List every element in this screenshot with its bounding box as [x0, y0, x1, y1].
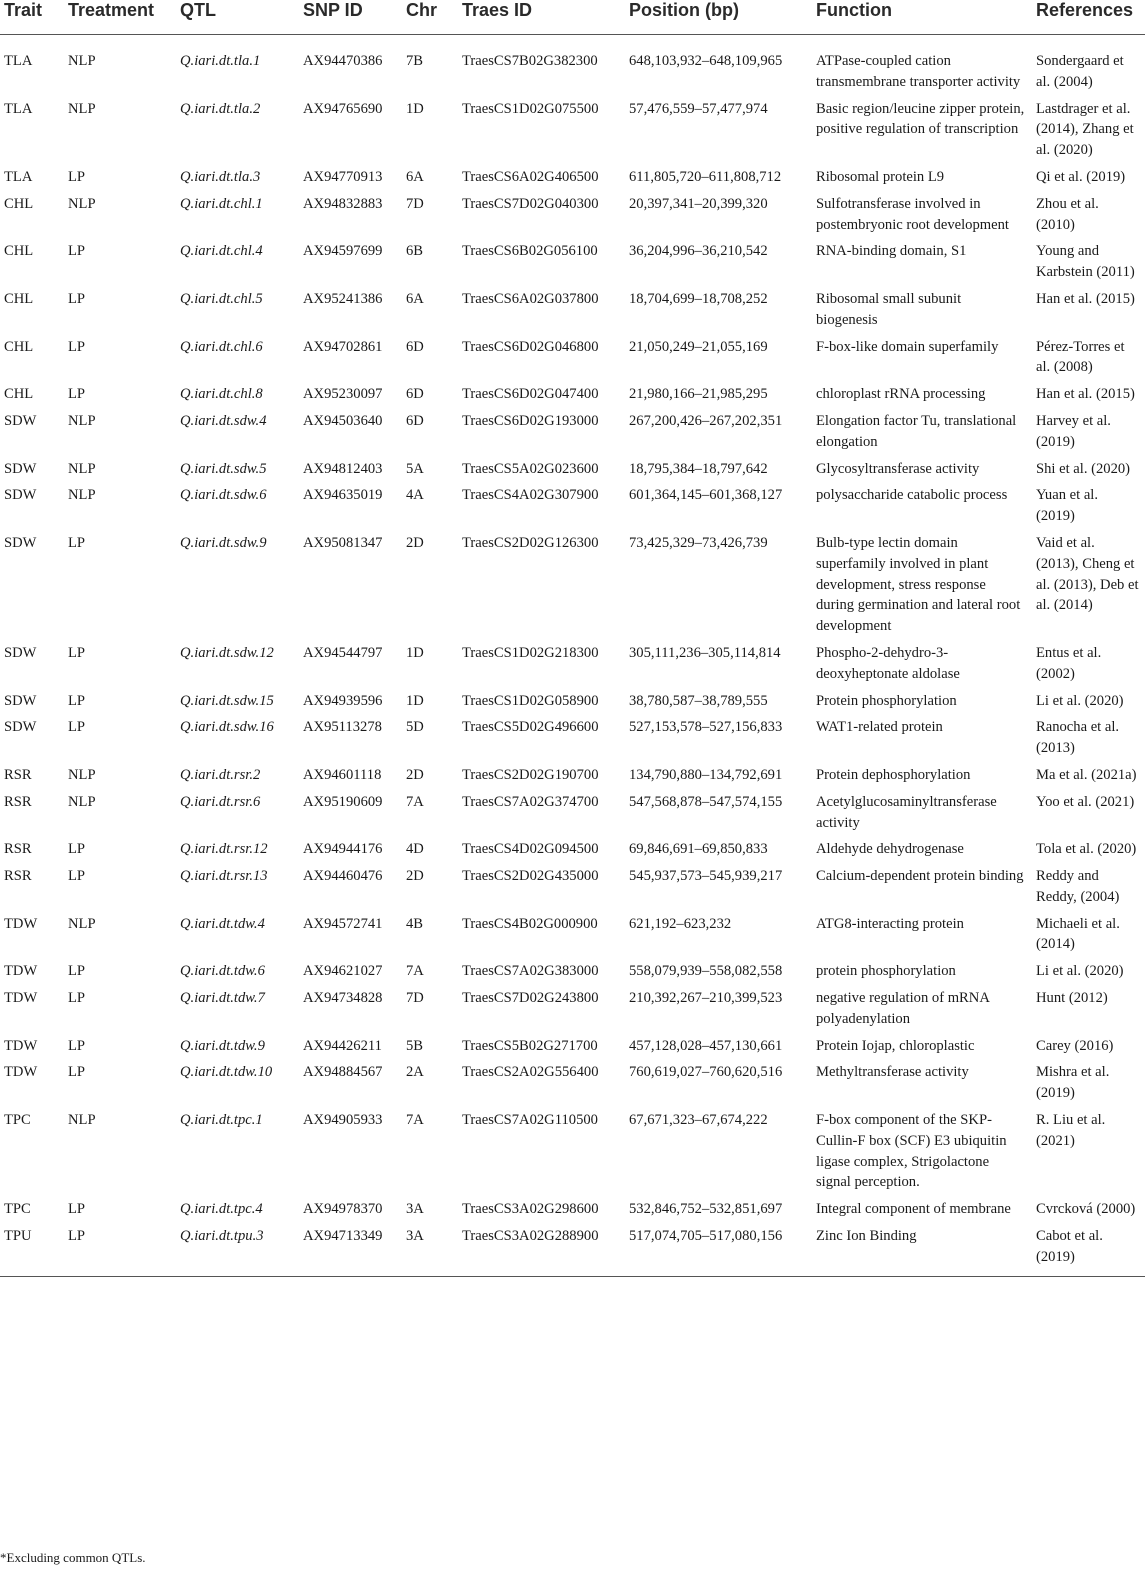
cell-function: Zinc Ion Binding [812, 1223, 1032, 1276]
cell-qtl: Q.iari.dt.chl.8 [180, 386, 263, 403]
cell-reference: Entus et al. (2002) [1036, 644, 1102, 682]
cell-traes-id: TraesCS5A02G023600 [462, 460, 599, 477]
header-row [0, 0, 1145, 35]
cell-chr: 2D [406, 766, 424, 783]
cell-trait: SDW [4, 644, 37, 661]
cell-chr: 3A [402, 1223, 458, 1276]
cell-reference: Harvey et al. (2019) [1036, 412, 1111, 450]
cell-trait: SDW [4, 460, 37, 477]
cell-function: chloroplast rRNA processing [816, 386, 986, 403]
cell-snp-id: AX94939596 [303, 692, 383, 709]
cell-position: 545,937,573–545,939,217 [629, 868, 783, 885]
cell-treatment: NLP [68, 53, 96, 69]
cell-chr: 7A [406, 793, 424, 810]
cell-chr: 7B [406, 53, 424, 69]
cell-position: 532,846,752–532,851,697 [629, 1201, 783, 1218]
cell-qtl: Q.iari.dt.rsr.13 [180, 868, 268, 885]
cell-snp-id: AX94832883 [303, 195, 383, 212]
cell-reference: Pérez-Torres et al. (2008) [1036, 338, 1125, 376]
table-row [0, 334, 1145, 382]
cell-chr: 7A [406, 963, 424, 980]
cell-trait: TLA [4, 53, 33, 69]
cell-traes-id: TraesCS1D02G075500 [462, 100, 599, 117]
cell-snp-id: AX94601118 [303, 766, 382, 783]
cell-snp-id: AX94597699 [303, 243, 383, 260]
cell-position: 18,795,384–18,797,642 [629, 460, 768, 477]
cell-function: negative regulation of mRNA polyadenylation [816, 990, 990, 1027]
table-row [0, 958, 1145, 985]
cell-chr: 1D [406, 692, 424, 709]
cell-position: 134,790,880–134,792,691 [629, 766, 783, 783]
cell-snp-id: AX94713349 [299, 1223, 402, 1276]
cell-reference: Mishra et al. (2019) [1036, 1064, 1110, 1102]
cell-position: 547,568,878–547,574,155 [629, 793, 783, 810]
cell-qtl: Q.iari.dt.tdw.9 [180, 1037, 265, 1054]
cell-trait: TDW [4, 1037, 38, 1054]
cell-function: ATPase-coupled cation transmembrane transporter activity [816, 53, 1021, 90]
cell-position: 36,204,996–36,210,542 [629, 243, 768, 260]
cell-snp-id: AX94905933 [303, 1112, 383, 1129]
cell-position: 648,103,932–648,109,965 [629, 53, 783, 69]
cell-function: Protein phosphorylation [816, 692, 957, 709]
cell-chr: 4B [406, 915, 424, 932]
cell-reference: Qi et al. (2019) [1036, 168, 1126, 185]
cell-reference: Sondergaard et al. (2004) [1036, 53, 1124, 90]
cell-reference: Han et al. (2015) [1036, 290, 1135, 307]
table-footnote: *Excluding common QTLs. [0, 1550, 146, 1565]
table-row [0, 714, 1145, 762]
cell-position: 21,980,166–21,985,295 [629, 386, 768, 403]
cell-traes-id: TraesCS3A02G298600 [462, 1201, 599, 1218]
cell-trait: RSR [4, 841, 32, 858]
cell-position: 601,364,145–601,368,127 [629, 487, 783, 504]
table-row [0, 1223, 1145, 1276]
cell-qtl: Q.iari.dt.tla.1 [180, 53, 261, 69]
cell-qtl: Q.iari.dt.tpu.3 [176, 1223, 299, 1276]
cell-function: WAT1-related protein [816, 719, 943, 736]
cell-position: 20,397,341–20,399,320 [629, 195, 768, 212]
cell-snp-id: AX94460476 [303, 868, 383, 885]
cell-qtl: Q.iari.dt.tdw.6 [180, 963, 265, 980]
table-row [0, 985, 1145, 1033]
cell-qtl: Q.iari.dt.tdw.4 [180, 915, 265, 932]
cell-treatment: LP [68, 290, 86, 307]
cell-treatment: NLP [68, 915, 96, 932]
header-treatment: Treatment [64, 0, 176, 35]
cell-reference: Ranocha et al. (2013) [1036, 719, 1120, 757]
cell-snp-id: AX95241386 [303, 290, 383, 307]
cell-chr: 5B [406, 1037, 424, 1054]
cell-reference: Ma et al. (2021a) [1036, 766, 1137, 783]
header-function: Function [812, 0, 1032, 35]
cell-position: 267,200,426–267,202,351 [629, 412, 783, 429]
cell-trait: SDW [4, 412, 37, 429]
cell-reference: Li et al. (2020) [1036, 692, 1124, 709]
cell-function: Basic region/leucine zipper protein, positive regulation of transcription [816, 100, 1025, 138]
cell-traes-id: TraesCS6B02G056100 [462, 243, 598, 260]
table-row [0, 164, 1145, 191]
cell-reference: Yoo et al. (2021) [1036, 793, 1135, 810]
cell-snp-id: AX94884567 [303, 1064, 383, 1081]
cell-qtl: Q.iari.dt.rsr.6 [180, 793, 261, 810]
cell-function: Glycosyltransferase activity [816, 460, 980, 477]
table-body [0, 35, 1145, 1277]
cell-traes-id: TraesCS5B02G271700 [462, 1037, 598, 1054]
cell-treatment: NLP [68, 487, 96, 504]
cell-reference: Yuan et al. (2019) [1036, 487, 1099, 525]
cell-trait: RSR [4, 868, 32, 885]
cell-snp-id: AX94944176 [303, 841, 383, 858]
cell-treatment: NLP [68, 100, 96, 117]
table-row [0, 1107, 1145, 1196]
cell-traes-id: TraesCS6D02G046800 [462, 338, 599, 355]
cell-traes-id: TraesCS6A02G406500 [462, 168, 599, 185]
table-row [0, 762, 1145, 789]
cell-position: 527,153,578–527,156,833 [629, 719, 783, 736]
cell-qtl: Q.iari.dt.sdw.6 [180, 487, 267, 504]
cell-treatment: NLP [68, 412, 96, 429]
cell-treatment: LP [68, 868, 86, 885]
cell-traes-id: TraesCS7D02G040300 [462, 195, 599, 212]
cell-position: 73,425,329–73,426,739 [629, 534, 768, 551]
cell-function: RNA-binding domain, S1 [816, 243, 967, 260]
cell-position: 517,074,705–517,080,156 [625, 1223, 812, 1276]
cell-chr: 2D [406, 534, 424, 551]
cell-snp-id: AX94572741 [303, 915, 383, 932]
header-trait: Trait [0, 0, 64, 35]
header-position: Position (bp) [625, 0, 812, 35]
cell-qtl: Q.iari.dt.sdw.9 [180, 534, 267, 551]
cell-trait: RSR [4, 766, 32, 783]
table-row [0, 911, 1145, 959]
cell-function: polysaccharide catabolic process [816, 487, 1008, 504]
cell-snp-id: AX95113278 [303, 719, 382, 736]
cell-qtl: Q.iari.dt.tdw.10 [180, 1064, 273, 1081]
cell-function: Integral component of membrane [816, 1201, 1011, 1218]
cell-qtl: Q.iari.dt.chl.6 [180, 338, 263, 355]
cell-trait: SDW [4, 534, 37, 551]
cell-qtl: Q.iari.dt.sdw.12 [180, 644, 274, 661]
cell-traes-id: TraesCS4B02G000900 [462, 915, 598, 932]
cell-traes-id: TraesCS7B02G382300 [462, 53, 598, 69]
cell-qtl: Q.iari.dt.tla.3 [180, 168, 261, 185]
cell-qtl: Q.iari.dt.sdw.15 [180, 692, 274, 709]
table-row [0, 286, 1145, 334]
cell-trait: TDW [4, 915, 38, 932]
cell-snp-id: AX94426211 [303, 1037, 382, 1054]
cell-qtl: Q.iari.dt.tla.2 [180, 100, 261, 117]
header-chr: Chr [402, 0, 458, 35]
header-qtl: QTL [176, 0, 299, 35]
cell-trait: TDW [4, 1064, 38, 1081]
cell-position: 69,846,691–69,850,833 [629, 841, 768, 858]
cell-snp-id: AX94770913 [303, 168, 383, 185]
cell-chr: 7D [406, 990, 424, 1007]
cell-qtl: Q.iari.dt.tpc.1 [180, 1112, 263, 1129]
cell-position: 38,780,587–38,789,555 [629, 692, 768, 709]
cell-chr: 4A [406, 487, 424, 504]
cell-trait: SDW [4, 692, 37, 709]
cell-snp-id: AX94503640 [303, 412, 383, 429]
cell-reference: Young and Karbstein (2011) [1036, 243, 1135, 281]
cell-treatment: NLP [68, 1112, 96, 1129]
cell-reference: Tola et al. (2020) [1036, 841, 1137, 858]
table-row [0, 1033, 1145, 1060]
cell-trait: TLA [4, 100, 33, 117]
cell-treatment: LP [68, 243, 86, 260]
cell-snp-id: AX94621027 [303, 963, 383, 980]
cell-function: Ribosomal protein L9 [816, 168, 945, 185]
cell-reference: Carey (2016) [1036, 1037, 1114, 1054]
cell-qtl: Q.iari.dt.sdw.4 [180, 412, 267, 429]
cell-position: 760,619,027–760,620,516 [629, 1064, 783, 1081]
cell-reference: R. Liu et al. (2021) [1036, 1112, 1106, 1149]
cell-traes-id: TraesCS1D02G218300 [462, 644, 599, 661]
cell-chr: 6D [406, 386, 424, 403]
cell-trait: SDW [4, 487, 37, 504]
cell-treatment: LP [68, 386, 86, 403]
cell-treatment: LP [68, 719, 86, 736]
cell-traes-id: TraesCS4A02G307900 [462, 487, 599, 504]
cell-treatment: LP [68, 1201, 86, 1218]
cell-chr: 5D [406, 719, 424, 736]
cell-traes-id: TraesCS2D02G435000 [462, 868, 599, 885]
table-row [0, 688, 1145, 715]
cell-trait: TPC [4, 1201, 31, 1218]
cell-traes-id: TraesCS1D02G058900 [462, 692, 599, 709]
cell-snp-id: AX94812403 [303, 460, 383, 477]
cell-traes-id: TraesCS6D02G047400 [462, 386, 599, 403]
cell-snp-id: AX94470386 [303, 53, 383, 69]
cell-reference: Li et al. (2020) [1036, 963, 1124, 980]
cell-chr: 5A [406, 460, 424, 477]
cell-reference: Cvrcková (2000) [1036, 1201, 1136, 1218]
cell-trait: CHL [4, 290, 34, 307]
cell-traes-id: TraesCS6D02G193000 [462, 412, 599, 429]
table-row [0, 640, 1145, 688]
cell-chr: 6B [406, 243, 424, 260]
cell-function: Calcium-dependent protein binding [816, 868, 1024, 885]
cell-traes-id: TraesCS2A02G556400 [462, 1064, 599, 1081]
cell-treatment: LP [68, 1037, 86, 1054]
cell-treatment: NLP [68, 766, 96, 783]
cell-snp-id: AX94702861 [303, 338, 383, 355]
table-row [0, 863, 1145, 911]
cell-reference: Vaid et al. (2013), Cheng et al. (2013), Deb et al. (2014) [1036, 534, 1139, 614]
cell-qtl: Q.iari.dt.rsr.12 [180, 841, 268, 858]
cell-chr: 6D [406, 412, 424, 429]
cell-trait: SDW [4, 719, 37, 736]
cell-snp-id: AX94635019 [303, 487, 383, 504]
cell-traes-id: TraesCS7A02G374700 [462, 793, 599, 810]
cell-reference: Cabot et al. (2019) [1032, 1223, 1145, 1276]
cell-snp-id: AX94544797 [303, 644, 383, 661]
cell-trait: TLA [4, 168, 33, 185]
cell-chr: 1D [406, 100, 424, 117]
cell-position: 18,704,699–18,708,252 [629, 290, 768, 307]
cell-function: F-box component of the SKP-Cullin-F box (SCF) E3 ubiquitin ligase complex, Strigolactone signal perception. [816, 1112, 1007, 1191]
cell-treatment: NLP [68, 793, 96, 810]
cell-snp-id: AX94734828 [303, 990, 383, 1007]
table-row [0, 1059, 1145, 1107]
cell-treatment: LP [64, 1223, 176, 1276]
cell-qtl: Q.iari.dt.chl.1 [180, 195, 263, 212]
cell-trait: CHL [4, 195, 34, 212]
cell-treatment: LP [68, 841, 86, 858]
cell-position: 305,111,236–305,114,814 [629, 644, 781, 661]
cell-trait: CHL [4, 243, 34, 260]
cell-position: 210,392,267–210,399,523 [629, 990, 783, 1007]
header-snp-id: SNP ID [299, 0, 402, 35]
cell-treatment: LP [68, 692, 86, 709]
table-row [0, 482, 1145, 530]
cell-qtl: Q.iari.dt.rsr.2 [180, 766, 261, 783]
cell-reference: Reddy and Reddy, (2004) [1036, 868, 1120, 905]
cell-snp-id: AX95190609 [303, 793, 383, 810]
header-traes-id: Traes ID [458, 0, 625, 35]
cell-chr: 6D [406, 338, 424, 355]
table-row [0, 35, 1145, 96]
cell-qtl: Q.iari.dt.sdw.16 [180, 719, 274, 736]
cell-reference: Hunt (2012) [1036, 990, 1108, 1007]
table-row [0, 381, 1145, 408]
cell-position: 457,128,028–457,130,661 [629, 1037, 783, 1054]
cell-snp-id: AX94978370 [303, 1201, 383, 1218]
cell-function: Protein dephosphorylation [816, 766, 971, 783]
cell-trait: CHL [4, 386, 34, 403]
table-row [0, 530, 1145, 640]
cell-treatment: LP [68, 963, 86, 980]
cell-traes-id: TraesCS3A02G288900 [458, 1223, 625, 1276]
cell-chr: 1D [406, 644, 424, 661]
cell-treatment: LP [68, 534, 86, 551]
cell-traes-id: TraesCS6A02G037800 [462, 290, 599, 307]
cell-chr: 2D [406, 868, 424, 885]
cell-function: F-box-like domain superfamily [816, 338, 999, 355]
cell-function: Phospho-2-dehydro-3-deoxyheptonate aldolase [816, 644, 960, 682]
cell-snp-id: AX95230097 [303, 386, 383, 403]
cell-position: 621,192–623,232 [629, 915, 732, 932]
cell-function: ATG8-interacting protein [816, 915, 964, 932]
cell-function: Protein Iojap, chloroplastic [816, 1037, 975, 1054]
table-row [0, 191, 1145, 239]
cell-chr: 3A [406, 1201, 424, 1218]
cell-function: Aldehyde dehydrogenase [816, 841, 964, 858]
cell-snp-id: AX94765690 [303, 100, 383, 117]
table-header [0, 0, 1145, 35]
cell-trait: CHL [4, 338, 34, 355]
cell-chr: 7A [406, 1112, 424, 1129]
cell-traes-id: TraesCS7A02G383000 [462, 963, 599, 980]
cell-function: Sulfotransferase involved in postembryonic root development [816, 195, 1009, 233]
cell-chr: 6A [406, 290, 424, 307]
cell-position: 611,805,720–611,808,712 [629, 168, 782, 185]
cell-reference: Lastdrager et al. (2014), Zhang et al. (2020) [1036, 100, 1134, 159]
cell-function: protein phosphorylation [816, 963, 956, 980]
cell-trait: RSR [4, 793, 32, 810]
cell-qtl: Q.iari.dt.sdw.5 [180, 460, 267, 477]
cell-reference: Shi et al. (2020) [1036, 460, 1131, 477]
cell-treatment: LP [68, 644, 86, 661]
cell-treatment: NLP [68, 195, 96, 212]
table-row [0, 408, 1145, 456]
cell-trait: TPU [0, 1223, 64, 1276]
cell-trait: TDW [4, 990, 38, 1007]
table-row [0, 456, 1145, 483]
cell-chr: 6A [406, 168, 424, 185]
table-row [0, 238, 1145, 286]
cell-traes-id: TraesCS4D02G094500 [462, 841, 599, 858]
cell-function: Ribosomal small subunit biogenesis [816, 290, 962, 328]
cell-position: 67,671,323–67,674,222 [629, 1112, 768, 1129]
cell-chr: 2A [406, 1064, 424, 1081]
cell-position: 21,050,249–21,055,169 [629, 338, 768, 355]
table-row [0, 836, 1145, 863]
cell-position: 558,079,939–558,082,558 [629, 963, 783, 980]
cell-function: Bulb-type lectin domain superfamily involved in plant development, stress response during germination and lateral root development [816, 534, 1021, 635]
cell-treatment: NLP [68, 460, 96, 477]
cell-trait: TDW [4, 963, 38, 980]
cell-treatment: LP [68, 168, 86, 185]
table-row [0, 96, 1145, 164]
cell-function: Methyltransferase activity [816, 1064, 969, 1081]
cell-reference: Zhou et al. (2010) [1036, 195, 1099, 233]
cell-treatment: LP [68, 990, 86, 1007]
cell-treatment: LP [68, 338, 86, 355]
cell-traes-id: TraesCS7D02G243800 [462, 990, 599, 1007]
cell-traes-id: TraesCS2D02G126300 [462, 534, 599, 551]
cell-position: 57,476,559–57,477,974 [629, 100, 768, 117]
cell-qtl: Q.iari.dt.chl.5 [180, 290, 263, 307]
cell-traes-id: TraesCS2D02G190700 [462, 766, 599, 783]
cell-treatment: LP [68, 1064, 86, 1081]
cell-function: Elongation factor Tu, translational elongation [816, 412, 1017, 450]
cell-snp-id: AX95081347 [303, 534, 383, 551]
cell-trait: TPC [4, 1112, 31, 1129]
cell-traes-id: TraesCS5D02G496600 [462, 719, 599, 736]
table-row [0, 1196, 1145, 1223]
cell-chr: 4D [406, 841, 424, 858]
table-row [0, 789, 1145, 837]
cell-qtl: Q.iari.dt.tdw.7 [180, 990, 265, 1007]
cell-chr: 7D [406, 195, 424, 212]
cell-reference: Michaeli et al. (2014) [1036, 915, 1120, 953]
header-references: References [1032, 0, 1145, 35]
cell-qtl: Q.iari.dt.chl.4 [180, 243, 263, 260]
cell-reference: Han et al. (2015) [1036, 386, 1135, 403]
cell-qtl: Q.iari.dt.tpc.4 [180, 1201, 263, 1218]
cell-function: Acetylglucosaminyltransferase activity [816, 793, 997, 831]
cell-traes-id: TraesCS7A02G110500 [462, 1112, 598, 1129]
